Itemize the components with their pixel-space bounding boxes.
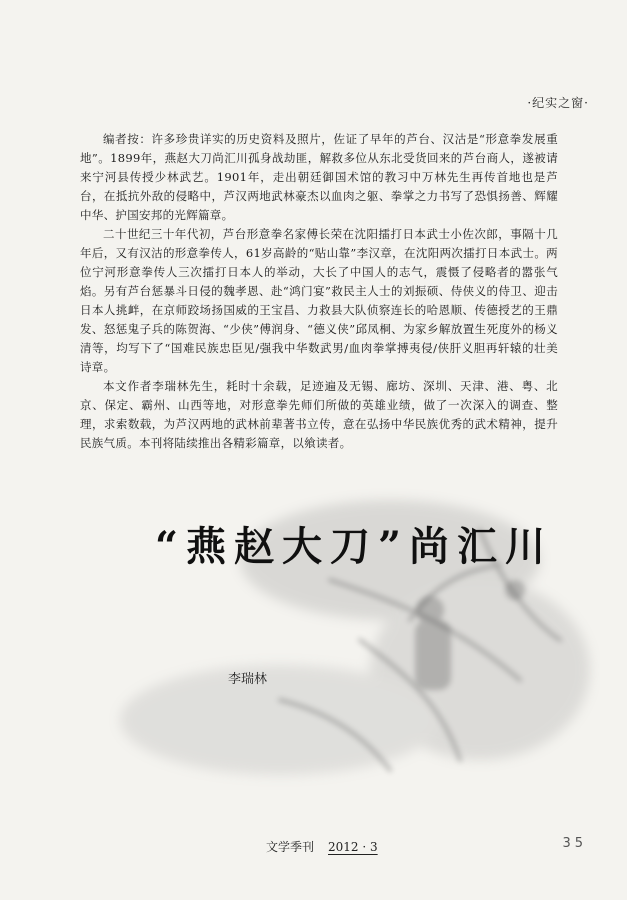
editor-note-paragraph: 二十世纪三十年代初，芦台形意拳名家傅长荣在沈阳擂打日本武士小佐次郎，事隔十几年后，又有汉沽的形意拳传人，61岁高龄的“贴山靠”李汉章，在沈阳两次擂打日本武士。两位宁河形意拳传人三次擂打日本人的举动，大长了中国人的志气，震慑了侵略者的嚣张气焰。另有芦台惩暴斗日侵的魏孝恩、赴“鸿门宴”救民主人士的刘振硕、侍侠义的侍卫、迎击日本人挑衅，在京师跤场扬国威的王宝昌、力救县大队侦察连长的哈恩顺、传德授艺的王鼎发、怒惩鬼子兵的陈贺海、“少侠”傅润身、“德义侠”邱凤桐、为家乡解放置生死度外的杨义清等，均写下了“国难民族忠臣见/强我中华数武男/血肉拳掌搏夷侵/侠肝义胆再轩辕的壮美诗章。 (80, 227, 558, 374)
article-author: 李瑞林 (228, 672, 268, 687)
article-title: “燕赵大刀”尚汇川 (155, 523, 554, 570)
section-tag: ·纪实之窗· (527, 96, 589, 110)
editor-note-paragraph: 编者按：许多珍贵详实的历史资料及照片，佐证了早年的芦台、汉沽是“形意拳发展重地”。1899年，燕赵大刀尚汇川孤身战劫匪，解救多位从东北受货回来的芦台商人，遂被请来宁河县传授少林武艺。1901年，走出朝廷御国术馆的教习中万林先生再传首地也是芦台，在抵抗外敌的侵略中，芦汉两地武林豪杰以血肉之躯、拳掌之力书写了恐惧扬善、辉耀中华、护国安邦的光辉篇章。 (80, 132, 558, 222)
journal-footer (266, 838, 378, 855)
journal-name: 文学季刊 (266, 840, 315, 854)
editor-note-paragraph: 本文作者李瑞林先生，耗时十余载，足迹遍及无锡、廊坊、深圳、天津、港、粤、北京、保定、霸州、山西等地，对形意拳先师们所做的英雄业绩，做了一次深入的调查、整理，求索数载，为芦汉两地的武林前辈著书立传，意在弘扬中华民族优秀的武术精神，提升民族气质。本刊将陆续推出各精彩篇章，以飨读者。 (80, 379, 558, 450)
editor-note (80, 130, 558, 453)
page-number: 35 (562, 836, 587, 851)
journal-issue: 2012 · 3 (328, 840, 378, 854)
